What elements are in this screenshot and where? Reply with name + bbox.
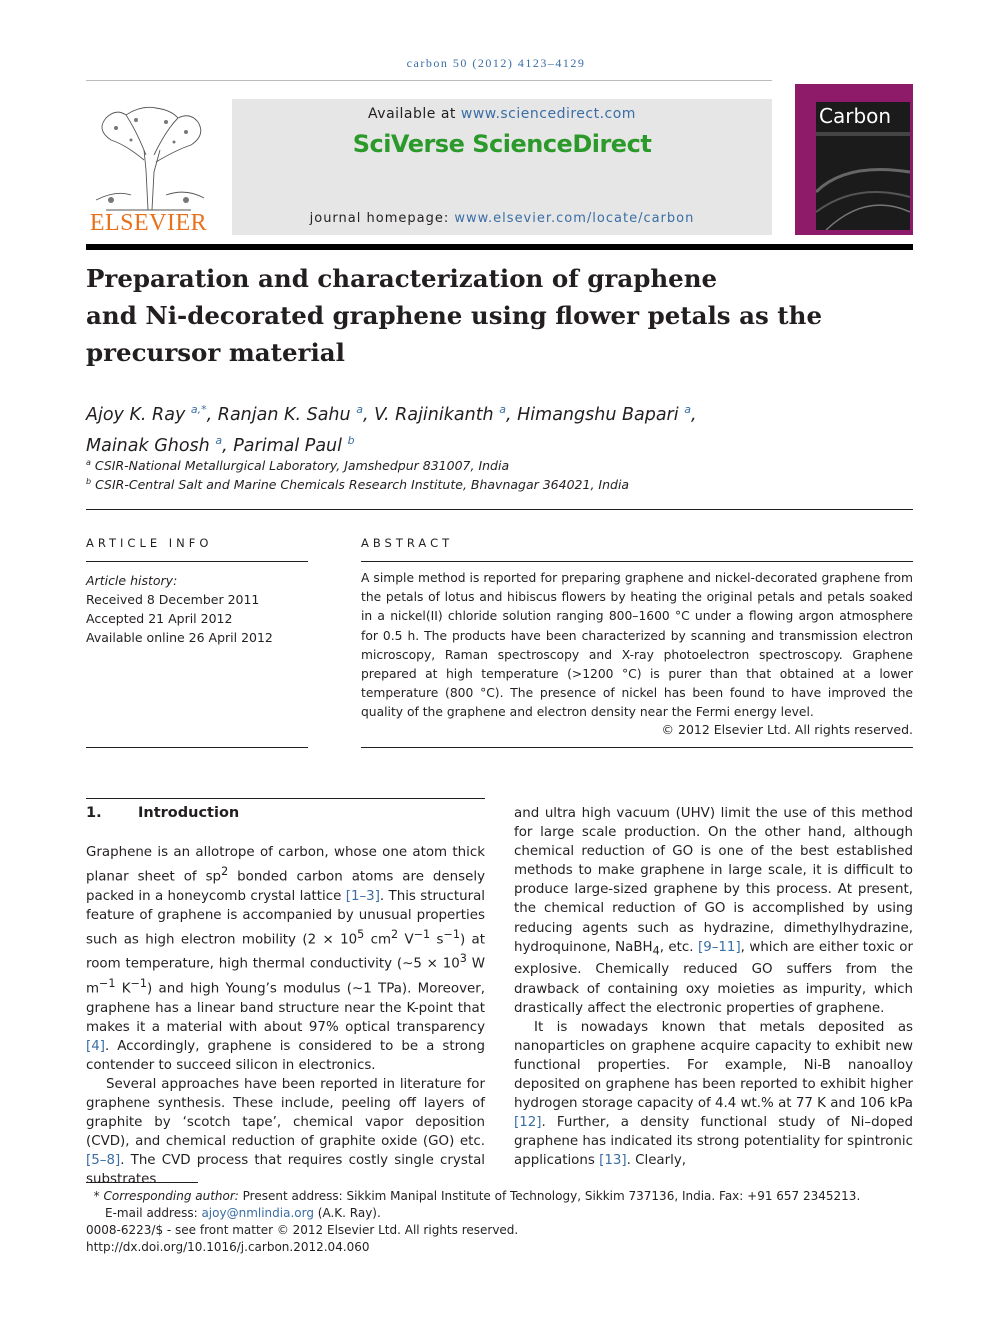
header-rule <box>86 80 772 81</box>
cover-image <box>816 102 910 230</box>
accepted-date: Accepted 21 April 2012 <box>86 611 233 626</box>
citation-link[interactable]: [13] <box>599 1153 627 1169</box>
text-run: . Clearly, <box>626 1153 687 1169</box>
online-date: Available online 26 April 2012 <box>86 630 273 645</box>
superscript: 2 <box>221 865 229 879</box>
affiliation-text: CSIR-Central Salt and Marine Chemicals Research Institute, Bhavnagar 364021, India <box>95 477 630 493</box>
title-line: precursor material <box>86 338 345 367</box>
cover-title: Carbon <box>819 104 892 128</box>
article-title <box>86 260 886 371</box>
text-run: V <box>398 932 414 948</box>
text-run: . The CVD process that requires costly single crystal substrates <box>86 1153 485 1188</box>
superscript: 2 <box>391 927 399 941</box>
text-run: and ultra high vacuum (UHV) limit the use of this method for large scale production. On the other hand, although chemical reduction of GO is one of the best established methods to make graphene in large scale, it is difficult to produce large-sized graphene by this process. At present, the chemical reduction of GO is accomplished by using reducing agents such as hydrazine, dimethylhydrazine, hydroquinone, NaBH <box>514 806 913 955</box>
divider <box>361 747 913 748</box>
doi-link[interactable]: http://dx.doi.org/10.1016/j.carbon.2012.04.060 <box>86 1240 370 1254</box>
email-suffix: (A.K. Ray). <box>313 1206 381 1220</box>
text-run: K <box>115 981 131 997</box>
affiliation <box>86 477 913 492</box>
abstract-label: ABSTRACT <box>361 536 454 550</box>
section-title: Introduction <box>138 805 240 821</box>
title-rule <box>86 244 913 250</box>
title-line: Preparation and characterization of graphene <box>86 264 718 293</box>
article-history <box>86 571 316 647</box>
author-affiliation-mark[interactable]: a <box>215 433 223 447</box>
citation-link[interactable]: [1–3] <box>345 888 380 904</box>
author-name: Mainak Ghosh <box>86 435 210 456</box>
body-column-right <box>514 804 913 1170</box>
text-run: Several approaches have been reported in literature for graphene synthesis. These include, peeling off layers of graphite by ‘scotch tape’, chemical vapor deposition (CVD), and chemical reduction of graphite oxide (GO) etc. <box>86 1076 485 1150</box>
superscript: −1 <box>99 976 116 990</box>
superscript: −1 <box>443 927 460 941</box>
section-rule <box>86 798 485 799</box>
email-label: E-mail address: <box>105 1206 202 1220</box>
author-affiliation-mark[interactable]: a <box>356 403 363 416</box>
text-run: It is nowadays known that metals deposited as nanoparticles on graphene acquire capacity to exhibit new functional properties. For example, Ni-B nanoalloy deposited on graphene has been reported to exhibit higher hydrogen storage capacity of 4.4 wt.% at 77 K and 106 kPa <box>514 1019 913 1112</box>
issn-line: 0008-6223/$ - see front matter © 2012 Elsevier Ltd. All rights reserved. <box>86 1223 519 1237</box>
section-number: 1. <box>86 805 102 821</box>
author-name: Himangshu Bapari <box>517 404 679 425</box>
available-at <box>232 106 772 122</box>
author-name: Parimal Paul <box>233 435 342 456</box>
footnote-mark: * <box>93 1189 100 1203</box>
abstract-copyright: © 2012 Elsevier Ltd. All rights reserved. <box>661 722 913 737</box>
divider <box>361 561 913 562</box>
homepage-prefix: journal homepage: <box>309 211 450 226</box>
section-heading <box>86 805 239 821</box>
publisher-logo-text: ELSEVIER <box>89 210 208 236</box>
citation-link[interactable]: [12] <box>514 1115 542 1131</box>
journal-cover <box>795 84 913 235</box>
paragraph <box>86 843 485 1075</box>
author-affiliation-mark[interactable]: a <box>499 403 506 416</box>
author-affiliation-mark[interactable]: a,* <box>190 403 207 416</box>
email-note <box>86 1205 913 1222</box>
paragraph <box>514 1018 913 1171</box>
article-info-label: ARTICLE INFO <box>86 536 213 550</box>
affiliation-mark: a <box>86 458 91 467</box>
text-run: ) at room temperature, high thermal conductivity (∼5 × 10 <box>86 932 486 972</box>
author-list: Ajoy K. Ray $^{a,*}$, Ranjan K. Sahu $^a$, V. Rajinikanth $^a$, Himangshu Bapari $^a$, Mainak Ghosh $^a$, Parimal Paul $^b$ <box>86 403 697 456</box>
text-run: W m <box>86 956 485 997</box>
journal-reference: carbon 50 (2012) 4123–4129 <box>406 56 586 70</box>
received-date: Received 8 December 2011 <box>86 592 260 607</box>
subscript: 4 <box>652 944 660 958</box>
affiliation <box>86 458 913 473</box>
affiliation-mark: b <box>86 477 92 486</box>
author-affiliation-mark[interactable]: b <box>347 433 355 447</box>
abstract-text: A simple method is reported for preparing graphene and nickel-decorated graphene from the petals of lotus and hibiscus flowers by heating the original petals and petals soaked in a nickel(II) chloride solution ranging 800–1600 °C under a flowing argon atmosphere for 0.5 h. The products have been characterized by scanning and transmission electron microscopy, Raman spectroscopy and X-ray photoelectron spectroscopy. Graphene prepared at high temperature (>1200 °C) is purer than that obtained at a lower temperature (800 °C). The presence of nickel has been found to have improved the quality of the graphene and electron density near the Fermi energy level. <box>361 571 913 720</box>
affiliation-text: CSIR-National Metallurgical Laboratory, Jamshedpur 831007, India <box>94 458 510 474</box>
email-link[interactable]: ajoy@nmlindia.org <box>201 1206 314 1220</box>
author-name: V. Rajinikanth <box>374 404 494 425</box>
body-column-left <box>86 843 485 1189</box>
text-run: s <box>430 932 444 948</box>
text-run: Graphene is an allotrope of carbon, whose one atom thick planar sheet of sp <box>86 845 485 885</box>
journal-homepage <box>232 211 772 226</box>
sciencedirect-link[interactable]: www.sciencedirect.com <box>460 106 636 122</box>
text-run: , which are either toxic or explosive. Chemically reduced GO suffers from the drawback of containing oxy moieties as impurity, which drastically affect the electronic properties of graphene. <box>514 939 913 1016</box>
text-run: , etc. <box>659 939 698 955</box>
footnote-text: Present address: Sikkim Manipal Institute of Technology, Sikkim 737136, India. Fax: +91 657 2345213. <box>238 1189 861 1203</box>
sciverse-brand: SciVerse ScienceDirect <box>352 130 652 158</box>
history-label: Article history: <box>86 573 178 588</box>
superscript: 3 <box>459 952 467 966</box>
paragraph <box>86 1075 485 1190</box>
corresponding-author-note <box>86 1188 913 1205</box>
homepage-link[interactable]: www.elsevier.com/locate/carbon <box>454 211 695 226</box>
available-prefix: Available at <box>368 106 456 122</box>
footnote-rule <box>86 1182 198 1183</box>
divider <box>86 561 308 562</box>
author-name: Ajoy K. Ray <box>86 404 186 425</box>
superscript: 5 <box>357 927 365 941</box>
text-run: bonded carbon atoms are densely packed in a honeycomb crystal lattice <box>86 869 486 904</box>
citation-link[interactable]: [5–8] <box>86 1153 121 1169</box>
superscript: −1 <box>130 976 148 990</box>
text-run: ) and high Young’s modulus (∼1 TPa). Moreover, graphene has a linear band structure near the K-point that makes it a material with about 97% optical transparency <box>86 981 485 1035</box>
text-run: . Further, a density functional study of Ni–doped graphene has indicated its strong potentiality for spintronic applications <box>514 1115 913 1169</box>
footnote-label: Corresponding author: <box>103 1189 239 1203</box>
text-run: cm <box>364 932 392 948</box>
superscript: −1 <box>413 927 431 941</box>
author-name: Ranjan K. Sahu <box>217 404 351 425</box>
citation-link[interactable]: [4] <box>86 1038 105 1054</box>
divider <box>86 747 308 748</box>
divider <box>86 509 913 510</box>
text-run: . Accordingly, graphene is considered to be a strong contender to succeed silicon in electronics. <box>86 1038 485 1073</box>
cover-texture <box>816 102 910 230</box>
text-run: . This structural feature of graphene is accompanied by unusual properties such as high electron mobility (2 × 10 <box>86 888 485 948</box>
author-affiliation-mark[interactable]: a <box>684 403 691 416</box>
paragraph <box>514 804 913 1018</box>
citation-link[interactable]: [9–11] <box>697 939 741 955</box>
title-line: and Ni-decorated graphene using flower petals as the <box>86 301 823 330</box>
